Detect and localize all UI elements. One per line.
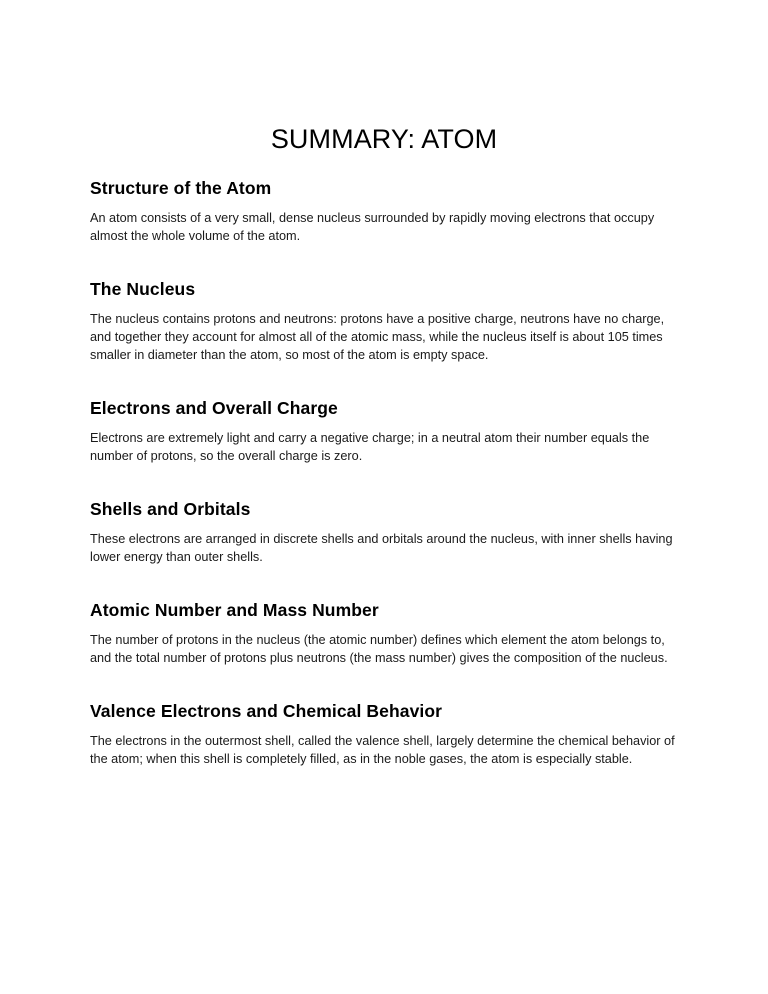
section-heading: Atomic Number and Mass Number: [90, 600, 379, 620]
section-paragraph: Electrons are extremely light and carry a negative charge; in a neutral atom their number equals the number of protons, so the overall charge is zero.: [90, 431, 650, 463]
section-heading: Valence Electrons and Chemical Behavior: [90, 701, 443, 721]
section-paragraph: The nucleus contains protons and neutrons: protons have a positive charge, neutrons have no charge, and together they account for almost all of the atomic mass, while the nucleus itself is about 105 times smaller in diameter than the atom, so most of the atom is empty space.: [90, 312, 665, 362]
page-title: SUMMARY: ATOM: [270, 124, 498, 155]
section-the-nucleus: [90, 279, 678, 364]
section-paragraph: The electrons in the outermost shell, called the valence shell, largely determine the chemical behavior of the atom; when this shell is completely filled, as in the noble gases, the atom is especially stable.: [90, 734, 675, 766]
section-paragraph: The number of protons in the nucleus (the atomic number) defines which element the atom belongs to, and the total number of protons plus neutrons (the mass number) gives the composition of the nucleus.: [90, 633, 668, 665]
section-paragraph: An atom consists of a very small, dense nucleus surrounded by rapidly moving electrons that occupy almost the whole volume of the atom.: [90, 211, 655, 243]
section-heading: Shells and Orbitals: [90, 499, 251, 519]
section-electrons-and-overall-charge: [90, 398, 678, 465]
section-heading: Electrons and Overall Charge: [90, 398, 338, 418]
section-paragraph: These electrons are arranged in discrete shells and orbitals around the nucleus, with inner shells having lower energy than outer shells.: [90, 532, 673, 564]
document-body: [90, 178, 678, 768]
section-heading: The Nucleus: [90, 279, 196, 299]
section-shells-and-orbitals: [90, 499, 678, 566]
section-atomic-number-and-mass-number: [90, 600, 678, 667]
section-structure-of-the-atom: [90, 178, 678, 245]
section-heading: Structure of the Atom: [90, 178, 272, 198]
section-valence-electrons-and-chemical-behavior: [90, 701, 678, 768]
